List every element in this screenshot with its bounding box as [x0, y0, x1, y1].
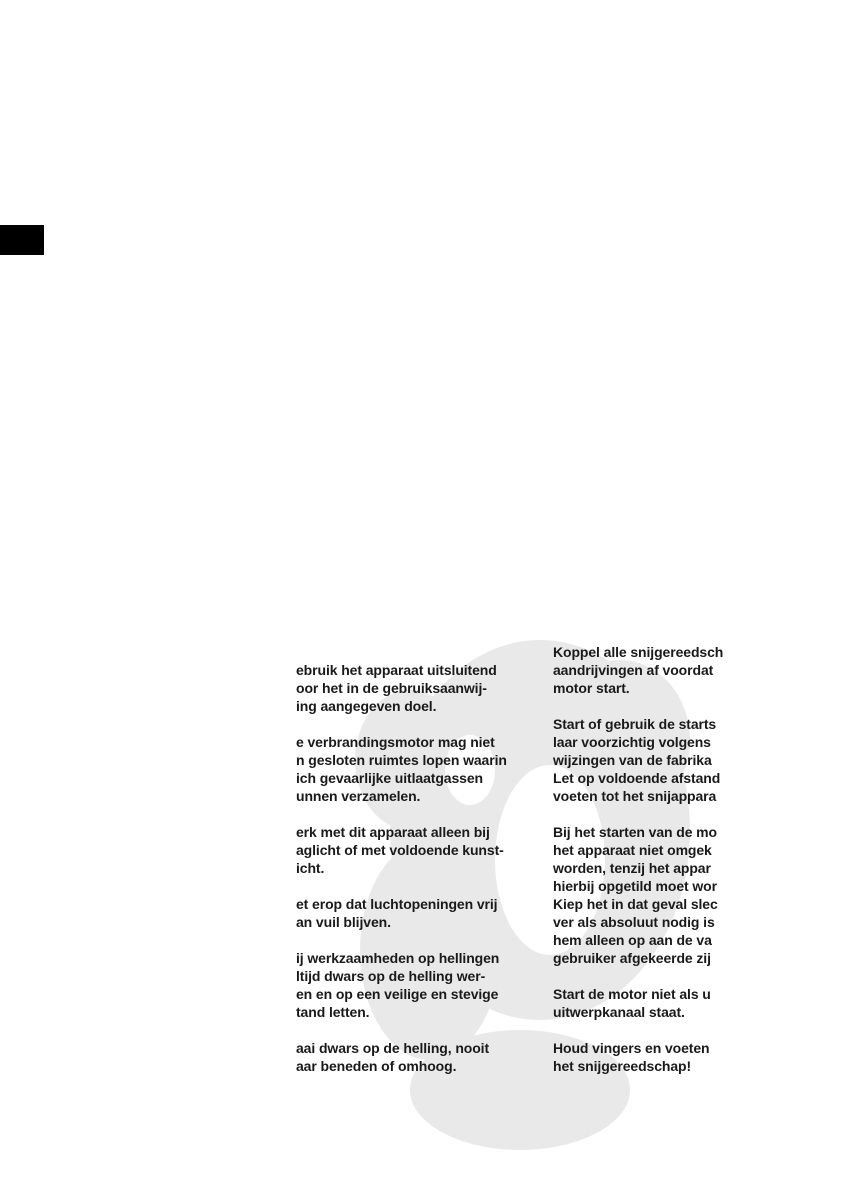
instruction-line: aai dwars op de helling, nooit: [296, 1040, 490, 1056]
instruction-paragraph: [553, 715, 733, 805]
instruction-paragraph: [553, 1039, 733, 1075]
instruction-line: an vuil blijven.: [296, 914, 391, 930]
instruction-line: Kiep het in dat geval slec: [553, 896, 718, 912]
instruction-line: Koppel alle snijgereedsch: [553, 644, 724, 660]
instruction-line: oor het in de gebruiksaanwij-: [296, 680, 487, 696]
instruction-paragraph: [296, 949, 546, 1021]
instruction-line: ltijd dwars op de helling wer-: [296, 968, 486, 984]
instruction-line: voeten tot het snijappara: [553, 788, 717, 804]
instruction-line: et erop dat luchtopeningen vrij: [296, 896, 498, 912]
instruction-line: uitwerpkanaal staat.: [553, 1004, 685, 1020]
instruction-line: aglicht of met voldoende kunst-: [296, 842, 504, 858]
instruction-paragraph: [553, 985, 733, 1021]
instruction-line: ebruik het apparaat uitsluitend: [296, 662, 497, 678]
instruction-paragraph: [296, 733, 546, 805]
right-column: [553, 643, 733, 1113]
instruction-paragraph: [296, 661, 546, 715]
instruction-paragraph: [296, 823, 546, 877]
instruction-line: ver als absoluut nodig is: [553, 914, 715, 930]
instruction-line: en en op een veilige en stevige: [296, 986, 499, 1002]
instruction-line: motor start.: [553, 680, 630, 696]
instruction-line: aandrijvingen af voordat: [553, 662, 714, 678]
instruction-line: Start of gebruik de starts: [553, 716, 717, 732]
instruction-line: Houd vingers en voeten: [553, 1040, 710, 1056]
instruction-line: hem alleen op aan de va: [553, 932, 712, 948]
instruction-paragraph: [553, 643, 733, 697]
left-column: [296, 661, 546, 1131]
instruction-line: n gesloten ruimtes lopen waarin: [296, 752, 507, 768]
instruction-line: aar beneden of omhoog.: [296, 1058, 457, 1074]
instruction-line: erk met dit apparaat alleen bij: [296, 824, 490, 840]
instruction-line: e verbrandingsmotor mag niet: [296, 734, 495, 750]
instruction-line: icht.: [296, 860, 325, 876]
instruction-paragraph: [296, 1039, 546, 1075]
instruction-line: ing aangegeven doel.: [296, 698, 437, 714]
instruction-line: unnen verzamelen.: [296, 788, 421, 804]
instruction-paragraph: [553, 823, 733, 967]
instruction-line: hierbij opgetild moet wor: [553, 878, 717, 894]
instruction-line: Bij het starten van de mo: [553, 824, 717, 840]
instruction-line: tand letten.: [296, 1004, 370, 1020]
instruction-paragraph: [296, 895, 546, 931]
instruction-line: ich gevaarlijke uitlaatgassen: [296, 770, 483, 786]
instruction-line: laar voorzichtig volgens: [553, 734, 711, 750]
instruction-line: Let op voldoende afstand: [553, 770, 721, 786]
section-tab-marker: [0, 225, 44, 255]
instruction-line: worden, tenzij het appar: [553, 860, 711, 876]
instruction-line: het snijgereedschap!: [553, 1058, 692, 1074]
instruction-line: het apparaat niet omgek: [553, 842, 712, 858]
instruction-line: Start de motor niet als u: [553, 986, 711, 1002]
instruction-line: gebruiker afgekeerde zij: [553, 950, 711, 966]
instruction-line: ij werkzaamheden op hellingen: [296, 950, 500, 966]
instruction-line: wijzingen van de fabrika: [553, 752, 712, 768]
